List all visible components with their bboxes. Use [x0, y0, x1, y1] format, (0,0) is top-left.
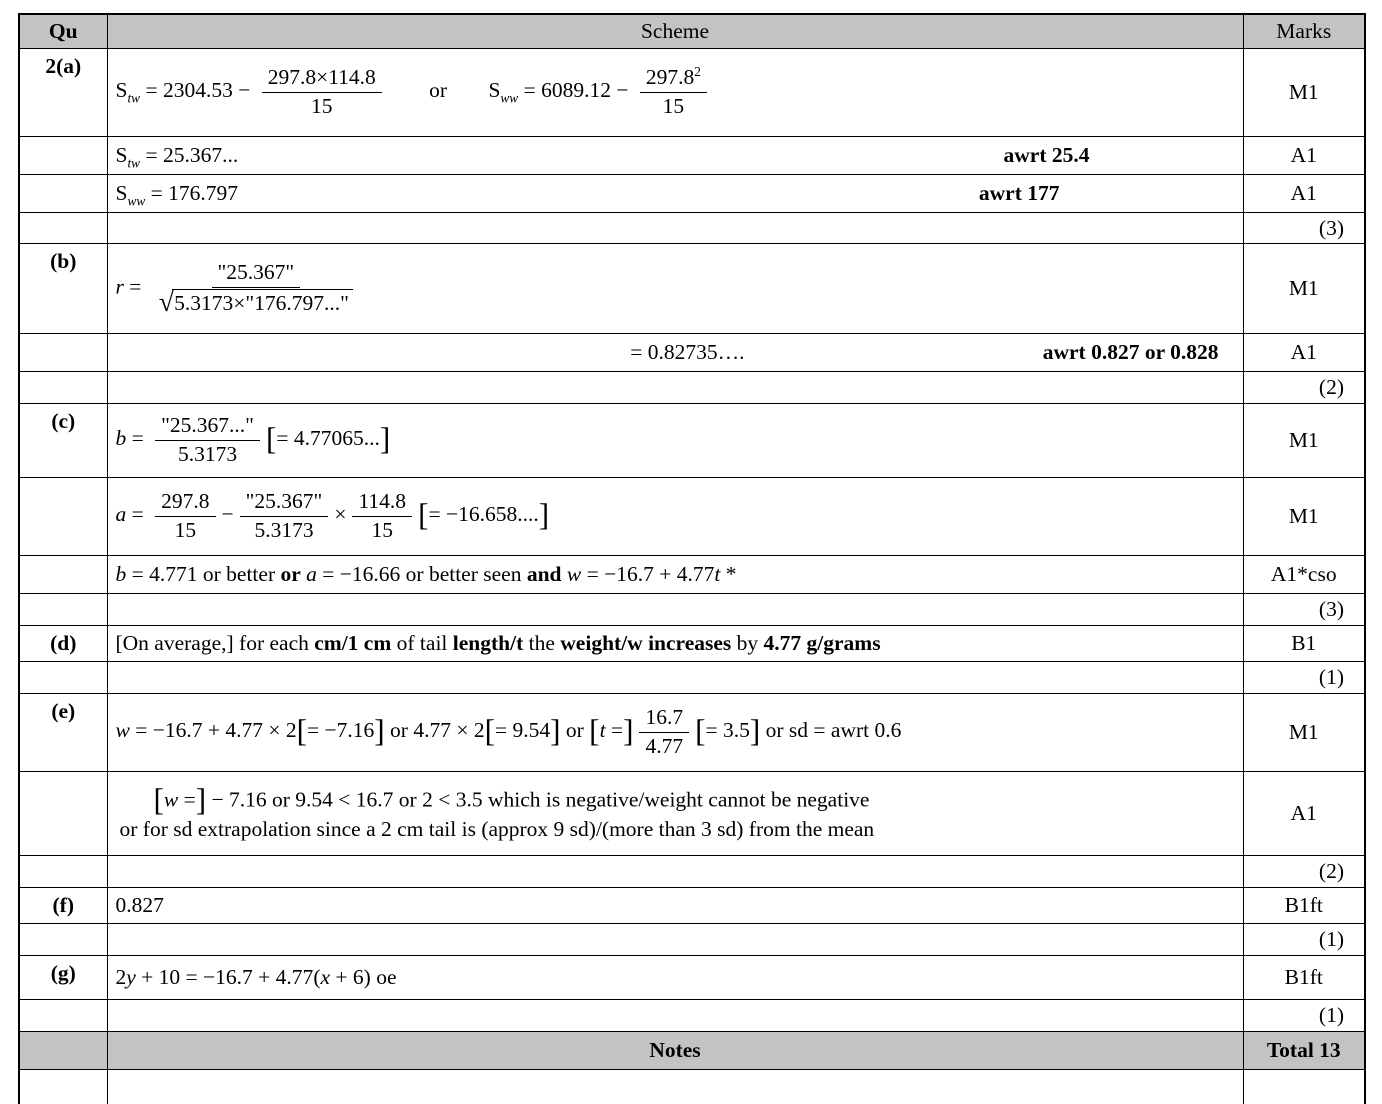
left-bracket: [ [418, 497, 429, 533]
math-text: = [126, 502, 150, 527]
scheme-cell [107, 48, 1243, 136]
math-var: a [115, 502, 127, 527]
marks-cell: M1 [1243, 48, 1365, 136]
scheme-line [116, 782, 1235, 818]
or-separator: or [429, 77, 448, 102]
fraction [155, 413, 260, 468]
fraction-denominator: 5.3173 [254, 518, 314, 543]
scheme-cell [107, 772, 1243, 856]
scheme-line [116, 816, 1235, 843]
fraction-denominator [153, 288, 359, 318]
scheme-cell [107, 923, 1243, 955]
table-row [19, 48, 1365, 136]
sqrt-content: 5.3173×"176.797..." [172, 289, 353, 317]
marks-cell: A1 [1243, 334, 1365, 372]
bold-text: length/t [452, 631, 524, 656]
scheme-cell [107, 212, 1243, 244]
text: = −16.7 + 4.77 [581, 562, 715, 587]
table-row [19, 999, 1365, 1031]
right-bracket: ] [374, 713, 385, 749]
fraction-numerator: "25.367..." [155, 413, 260, 441]
text: or sd = awrt 0.6 [760, 718, 902, 743]
fraction-numerator: "25.367" [212, 260, 301, 288]
fraction-denominator: 5.3173 [177, 442, 238, 467]
marks-count: (3) [1243, 594, 1365, 626]
marks-cell [1243, 1069, 1365, 1104]
scheme-cell [107, 856, 1243, 888]
qu-cell [19, 334, 107, 372]
math-var: y [126, 964, 136, 989]
math-subscript: ww [127, 192, 146, 208]
marks-count: (2) [1243, 856, 1365, 888]
scheme-cell [107, 1069, 1243, 1104]
bold-text: and [526, 562, 562, 587]
fraction [262, 65, 382, 120]
math-text: = 0.82735…. [630, 340, 745, 365]
math-var: w [163, 787, 179, 812]
bracket-content: = 3.5 [705, 718, 750, 743]
scheme-cell [107, 662, 1243, 694]
table-row [19, 174, 1365, 212]
fraction-numerator: "25.367" [240, 489, 329, 517]
marks-cell: M1 [1243, 404, 1365, 478]
table-row [19, 662, 1365, 694]
qu-cell: (c) [19, 404, 107, 478]
fraction [155, 489, 215, 544]
scheme-line [116, 339, 1235, 366]
fraction [240, 489, 329, 544]
marks-cell: M1 [1243, 244, 1365, 334]
text: = −16.7 + 4.77 × 2 [129, 718, 297, 743]
text: + 6 [330, 964, 364, 989]
left-bracket: [ [484, 713, 495, 749]
math-var: b [115, 426, 127, 451]
text: − 7.16 or 9.54 < 16.7 or 2 < 3.5 which is negative/weight cannot be negative [206, 787, 870, 812]
marks-count: (3) [1243, 212, 1365, 244]
qu-cell: (b) [19, 244, 107, 334]
left-bracket: [ [695, 713, 706, 749]
text: + 10 = −16.7 + 4.77 [135, 964, 314, 989]
scheme-cell [107, 372, 1243, 404]
math-var: t [599, 718, 606, 743]
fraction-denominator: 15 [662, 93, 685, 118]
bold-text: cm/1 cm [314, 631, 392, 656]
marks-count: (2) [1243, 372, 1365, 404]
awrt-note: awrt 25.4 [1003, 142, 1090, 167]
math-operator: × [334, 502, 347, 527]
right-bracket: ] [379, 421, 391, 457]
square-root [158, 286, 353, 318]
math-var: b [115, 562, 127, 587]
scheme-cell [107, 136, 1243, 174]
table-row [19, 887, 1365, 923]
scheme-cell [107, 694, 1243, 772]
right-bracket: ] [538, 497, 550, 533]
marks-count: (1) [1243, 999, 1365, 1031]
bracket-content: = 4.77065... [276, 426, 380, 451]
fraction-numerator: 297.8 [155, 489, 215, 517]
fraction-denominator: 15 [174, 518, 197, 543]
notes-label: Notes [107, 1031, 1243, 1069]
qu-cell: (d) [19, 626, 107, 662]
qu-cell: 2(a) [19, 48, 107, 136]
math-paren: ) [363, 964, 371, 989]
marks-cell: A1 [1243, 136, 1365, 174]
table-row [19, 404, 1365, 478]
text: 2 [115, 964, 127, 989]
scheme-cell [107, 174, 1243, 212]
table-row [19, 136, 1365, 174]
qu-cell [19, 923, 107, 955]
header-qu: Qu [19, 14, 107, 48]
table-row [19, 772, 1365, 856]
math-var: w [115, 718, 130, 743]
qu-cell [19, 556, 107, 594]
text: = −16.66 or better seen [316, 562, 527, 587]
table-row [19, 856, 1365, 888]
marks-count: (1) [1243, 662, 1365, 694]
left-bracket: [ [589, 713, 600, 749]
fraction [153, 260, 359, 318]
bracket-content: = −7.16 [307, 718, 375, 743]
fraction [640, 65, 707, 120]
total-label: Total 13 [1243, 1031, 1365, 1069]
scheme-cell [107, 999, 1243, 1031]
math-text: = 6089.12 − [518, 77, 634, 102]
table-row [19, 594, 1365, 626]
qu-cell [19, 594, 107, 626]
scheme-cell [107, 626, 1243, 662]
qu-cell: (e) [19, 694, 107, 772]
scheme-cell [107, 594, 1243, 626]
notes-row [19, 1031, 1365, 1069]
bracket-content: = [178, 787, 196, 812]
table-row [19, 212, 1365, 244]
right-bracket: ] [195, 782, 207, 818]
marks-count: (1) [1243, 923, 1365, 955]
qu-cell [19, 212, 107, 244]
right-bracket: ] [749, 713, 761, 749]
marks-cell: A1*cso [1243, 556, 1365, 594]
text: or 4.77 × 2 [384, 718, 485, 743]
math-var: r [115, 274, 124, 299]
math-text: = 176.797 [145, 180, 239, 205]
text: * [720, 562, 737, 587]
marks-cell: M1 [1243, 478, 1365, 556]
formula-sww-value [116, 180, 239, 207]
fraction-denominator: 15 [310, 93, 333, 118]
math-superscript: 2 [694, 63, 701, 79]
math-text: = [123, 274, 147, 299]
math-text: = 2304.53 − [140, 77, 256, 102]
math-text: S [488, 77, 501, 102]
right-bracket: ] [550, 713, 561, 749]
scheme-line [116, 142, 1235, 169]
fraction-numerator: 297.8×114.8 [262, 65, 382, 93]
table-row [19, 694, 1365, 772]
awrt-note: awrt 177 [978, 180, 1060, 205]
scheme-cell [107, 244, 1243, 334]
qu-cell [19, 999, 107, 1031]
text: of tail [391, 631, 453, 656]
qu-cell [19, 1069, 107, 1104]
marks-cell: B1ft [1243, 955, 1365, 999]
bracket-content: = −16.658.... [428, 502, 539, 527]
math-var: x [320, 964, 331, 989]
bracket-content: = 9.54 [494, 718, 551, 743]
text: by [731, 631, 764, 656]
awrt-note: awrt 0.827 or 0.828 [1042, 340, 1219, 365]
formula-stw-value [116, 142, 239, 169]
qu-cell [19, 856, 107, 888]
header-marks: Marks [1243, 14, 1365, 48]
table-row [19, 244, 1365, 334]
table-row [19, 955, 1365, 999]
fraction-numerator [640, 65, 707, 93]
text: or for sd extrapolation since a 2 cm tail is (approx 9 sd)/(more than 3 sd) from the mean [119, 816, 875, 841]
scheme-cell [107, 334, 1243, 372]
header-row [19, 14, 1365, 48]
qu-cell [19, 662, 107, 694]
scheme-cell [107, 955, 1243, 999]
marks-cell: B1ft [1243, 887, 1365, 923]
math-var: w [566, 562, 582, 587]
mark-scheme-table [18, 13, 1366, 1104]
math-text: S [115, 77, 128, 102]
scheme-cell [107, 478, 1243, 556]
marks-cell: B1 [1243, 626, 1365, 662]
bold-text: 4.77 g/grams [763, 631, 881, 656]
sqrt-icon: √ [158, 286, 175, 318]
text: the [523, 631, 561, 656]
fraction-denominator: 15 [371, 518, 394, 543]
formula-sww [488, 63, 712, 118]
text: 0.827 [115, 892, 164, 917]
scheme-line [116, 180, 1235, 207]
right-bracket: ] [623, 713, 634, 749]
bold-text: or [280, 562, 301, 587]
table-row [19, 556, 1365, 594]
left-bracket: [ [153, 782, 164, 818]
fraction-denominator: 4.77 [645, 734, 684, 758]
qu-cell [19, 1031, 107, 1069]
header-scheme: Scheme [107, 14, 1243, 48]
qu-cell: (f) [19, 887, 107, 923]
bracket-content: = [605, 718, 624, 743]
bold-text: weight/w increases [560, 631, 732, 656]
marks-cell: A1 [1243, 174, 1365, 212]
math-text: 297.8 [645, 64, 695, 89]
math-subscript: tw [127, 90, 141, 106]
marks-cell: A1 [1243, 772, 1365, 856]
fraction-numerator: 114.8 [352, 489, 412, 517]
text: oe [370, 964, 397, 989]
qu-cell [19, 136, 107, 174]
math-text: = [126, 426, 150, 451]
math-var: t [714, 562, 721, 587]
table-row [19, 923, 1365, 955]
qu-cell [19, 174, 107, 212]
table-row [19, 478, 1365, 556]
scheme-cell [107, 556, 1243, 594]
math-var: a [306, 562, 317, 587]
table-row [19, 372, 1365, 404]
table-row [19, 626, 1365, 662]
math-paren: ( [313, 964, 321, 989]
marks-cell: M1 [1243, 694, 1365, 772]
text: [On average,] for each [115, 631, 315, 656]
qu-cell [19, 478, 107, 556]
math-text: = 25.367... [140, 142, 239, 167]
fraction-numerator: 16.7 [639, 705, 689, 733]
text: = 4.771 or better [126, 562, 281, 587]
left-bracket: [ [296, 713, 307, 749]
scheme-cell [107, 404, 1243, 478]
fraction [639, 705, 689, 760]
qu-cell: (g) [19, 955, 107, 999]
table-row [19, 1069, 1365, 1104]
math-operator: − [221, 502, 234, 527]
math-text: S [115, 142, 128, 167]
math-text: S [115, 180, 128, 205]
scheme-cell [107, 887, 1243, 923]
fraction [352, 489, 412, 544]
math-subscript: ww [500, 90, 519, 106]
text: or [560, 718, 590, 743]
qu-cell [19, 372, 107, 404]
left-bracket: [ [265, 421, 277, 457]
qu-cell [19, 772, 107, 856]
math-subscript: tw [127, 154, 141, 170]
table-row [19, 334, 1365, 372]
